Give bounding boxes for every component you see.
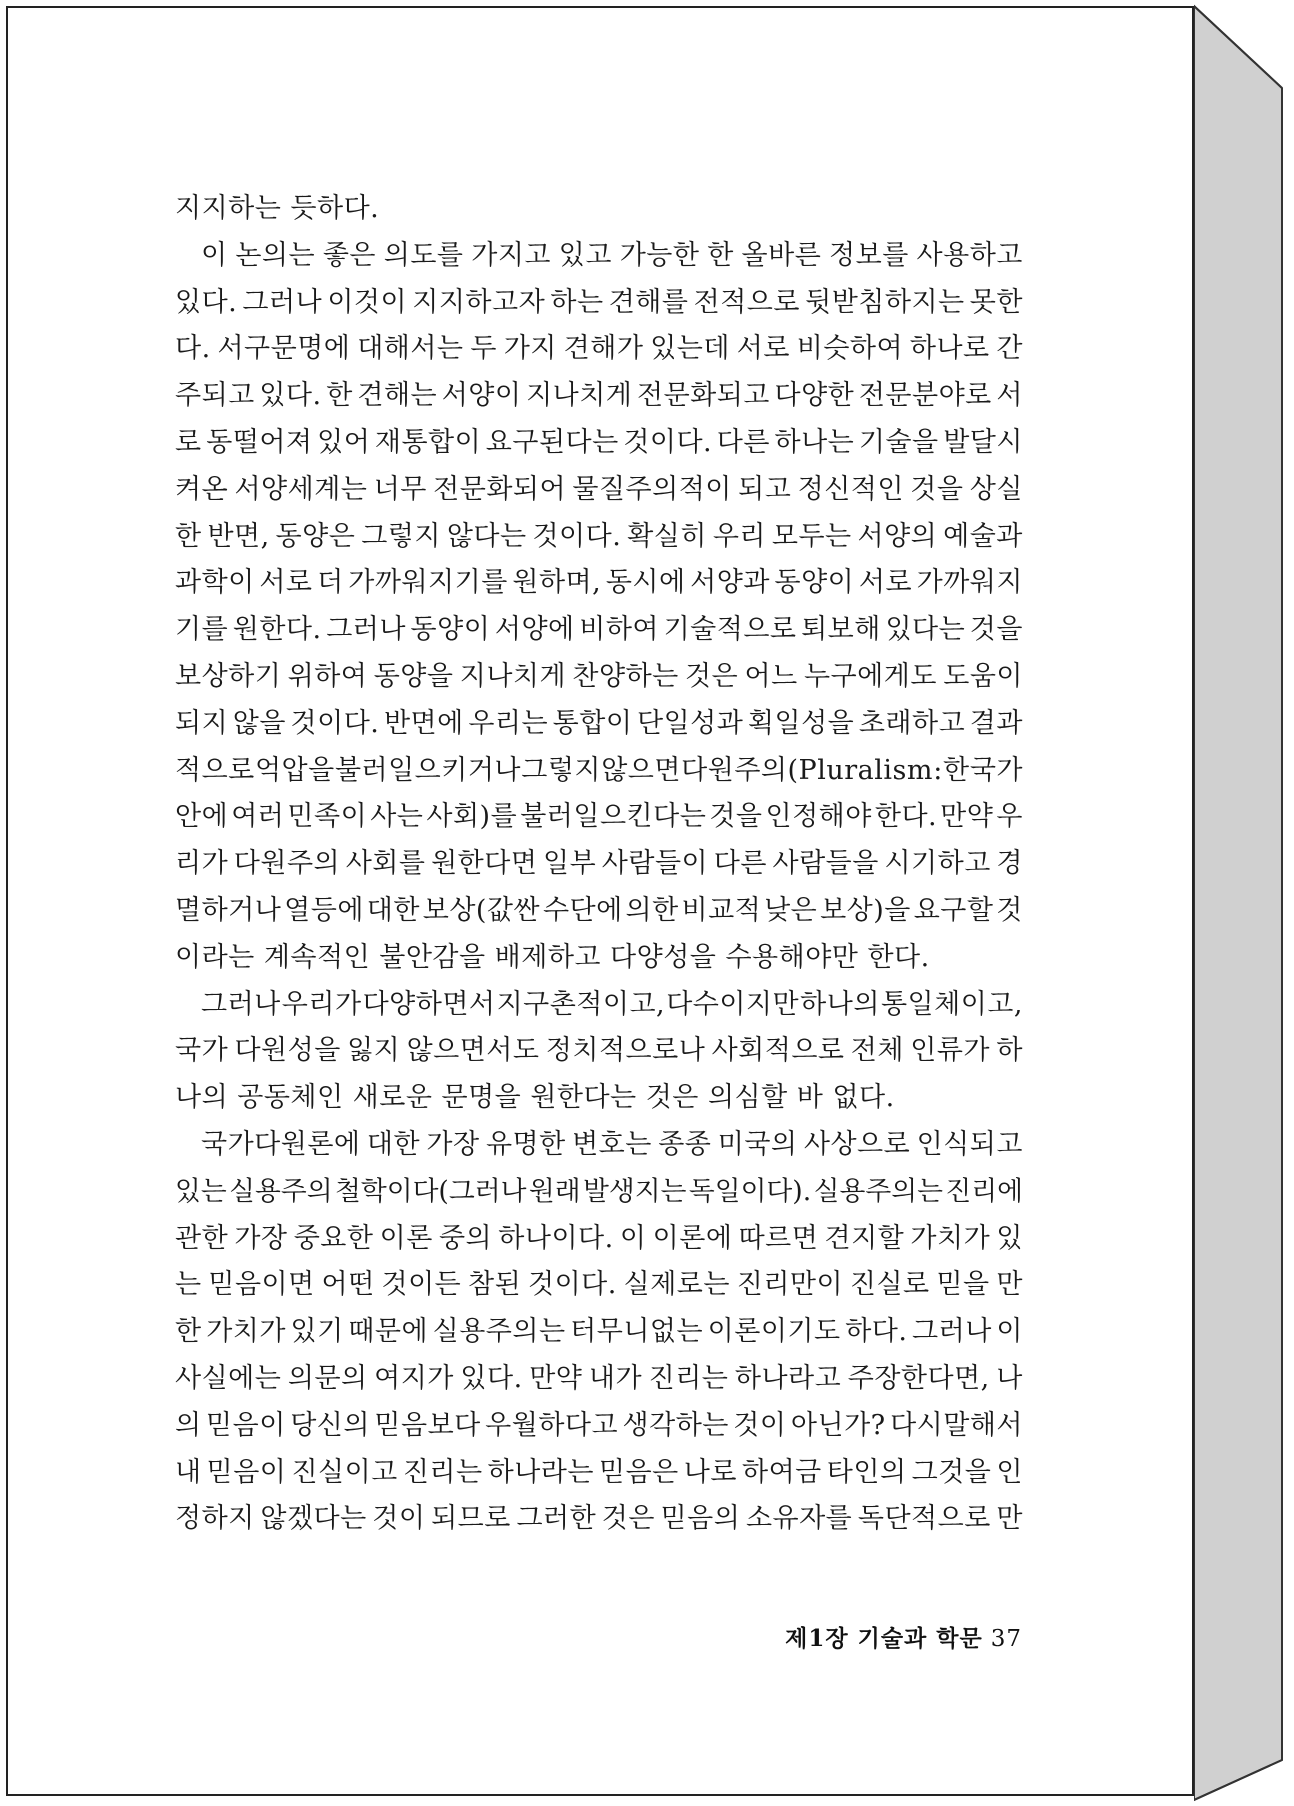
word: 사람들을 xyxy=(772,848,879,880)
word: 서구문명에 xyxy=(217,333,351,365)
word: 가능한 xyxy=(619,239,700,271)
word: 않을 xyxy=(232,707,286,739)
word: 철학이다(그러나 xyxy=(335,1175,527,1207)
word: 불러일으킨다는 xyxy=(520,801,707,833)
book-edge-shading xyxy=(1194,0,1294,1806)
word: 실용주의 xyxy=(229,1175,333,1207)
text-line xyxy=(175,233,1023,280)
word: 만약 xyxy=(940,801,994,833)
word: 적으로 xyxy=(175,754,255,786)
word: 독일이다). xyxy=(688,1175,812,1207)
word: 하나로 xyxy=(909,333,990,365)
text-line xyxy=(175,280,1023,327)
word: 의한 xyxy=(625,894,679,926)
word: 진리만이 xyxy=(736,1269,844,1301)
word: 것이다. xyxy=(532,520,622,552)
word: 의도를 xyxy=(383,239,464,271)
word: 한 xyxy=(326,380,353,412)
word: 가치가 xyxy=(206,1316,286,1348)
word: 진리에 xyxy=(945,1175,1023,1207)
text-line xyxy=(175,514,1023,561)
word: 한다. xyxy=(874,801,938,833)
word: 견해는 xyxy=(357,380,438,412)
word: 정신적인 xyxy=(797,473,904,505)
word: 서로 xyxy=(736,333,790,365)
text-line xyxy=(175,1216,1023,1263)
word: 한 xyxy=(175,520,202,552)
word: 것을 xyxy=(969,614,1023,646)
word: 그러나 xyxy=(326,614,406,646)
text-line xyxy=(175,1028,1023,1075)
word: 만 xyxy=(996,1269,1023,1301)
word: 전문화되고 xyxy=(636,380,770,412)
word: 지구촌적이고, xyxy=(496,988,666,1020)
word: 보상)을 xyxy=(820,894,911,926)
word: 다시말해서 xyxy=(890,1409,1023,1441)
word: 다. xyxy=(175,333,211,365)
word: 상실 xyxy=(969,473,1023,505)
word: 믿음보다 xyxy=(374,1409,481,1441)
word: 다원주의(Pluralism xyxy=(681,754,933,786)
text-line xyxy=(175,1262,1023,1309)
word: 인정해야 xyxy=(765,801,872,833)
word: 하다. xyxy=(845,1316,908,1348)
word: 소유자를 xyxy=(745,1503,853,1535)
word: 의 xyxy=(175,1409,202,1441)
word: 보상(값싼 xyxy=(422,894,541,926)
word: 서양과 xyxy=(690,567,770,599)
word: 안에 xyxy=(175,801,229,833)
word: 만약 xyxy=(529,1362,583,1394)
word: 발달시 xyxy=(943,426,1023,458)
word: 는 xyxy=(175,1269,202,1301)
word: 찬양하는 xyxy=(572,660,679,692)
word: 잃지 xyxy=(347,1035,401,1067)
word: 있다. xyxy=(175,286,238,318)
text-line xyxy=(175,560,1023,607)
text-line xyxy=(175,1403,1023,1450)
word: 시기하고 xyxy=(884,848,991,880)
word: 변호는 xyxy=(572,1128,652,1160)
word: 확실히 xyxy=(627,520,707,552)
word: 서로 xyxy=(858,567,913,599)
word: 억압을 xyxy=(254,754,335,786)
page-footer xyxy=(785,1620,1022,1653)
word: 믿음은 xyxy=(598,1456,679,1488)
word: 진리는 xyxy=(648,1362,729,1394)
word: 것 xyxy=(996,894,1023,926)
text-line xyxy=(175,701,1023,748)
text-line: 이라는 계속적인 불안감을 배제하고 다양성을 수용해야만 한다. xyxy=(175,941,930,973)
word: 중의 xyxy=(438,1222,493,1254)
word: 아닌가? xyxy=(790,1409,886,1441)
word: 내 xyxy=(175,1456,202,1488)
text-line xyxy=(175,982,1023,1029)
word: 관한 xyxy=(175,1222,229,1254)
word: 한 xyxy=(707,239,734,271)
word: 인 xyxy=(996,1456,1023,1488)
word: 미국의 xyxy=(717,1128,798,1160)
word: 따르면 xyxy=(738,1222,819,1254)
text-line xyxy=(175,748,1023,795)
word: 두 xyxy=(470,333,497,365)
word: 가까워지 xyxy=(916,567,1023,599)
word: 나 xyxy=(996,1362,1023,1394)
word: 예술과 xyxy=(943,520,1023,552)
word: 리가 xyxy=(175,848,229,880)
word: 가지고 xyxy=(471,239,552,271)
word: 우월하다고 xyxy=(485,1409,619,1441)
word: 의문의 xyxy=(287,1362,368,1394)
word: 원래 xyxy=(528,1175,581,1207)
word: 원한다. xyxy=(232,614,322,646)
word: 것은 xyxy=(685,660,739,692)
word: 도움이 xyxy=(943,660,1023,692)
word: 결과 xyxy=(969,707,1023,739)
text-line xyxy=(175,654,1023,701)
word: 전체 xyxy=(850,1035,904,1067)
word: 것이다. xyxy=(623,426,713,458)
word: 것이다. xyxy=(528,1269,617,1301)
word: 요구된다는 xyxy=(485,426,619,458)
word: 것을 xyxy=(709,801,763,833)
word: 전문분야로 xyxy=(858,380,992,412)
word: 있다는 xyxy=(885,614,966,646)
text-line xyxy=(175,888,1023,935)
word: 사회를 xyxy=(345,848,426,880)
word: 반면에 xyxy=(383,707,464,739)
word: 멸하거나 xyxy=(175,894,282,926)
text-line xyxy=(175,420,1023,467)
word: 믿음이 xyxy=(206,1456,287,1488)
word: 위하여 xyxy=(287,660,368,692)
word: 가지 xyxy=(503,333,557,365)
word: 비하여 xyxy=(579,614,659,646)
word: 우리가 xyxy=(281,988,362,1020)
word: 있어 xyxy=(317,426,371,458)
word: 한 xyxy=(943,754,970,786)
word: 다양하면서 xyxy=(362,988,496,1020)
chapter-title: 제1장 기술과 학문 xyxy=(785,1625,983,1652)
word: 서로 xyxy=(259,567,313,599)
text-line xyxy=(175,1169,1023,1216)
word: 믿음의 xyxy=(660,1503,741,1535)
word: 되므로 xyxy=(431,1503,511,1535)
word: 통일체이고, xyxy=(880,988,1023,1020)
word: 믿음이 xyxy=(206,1409,286,1441)
word: 불러일으키거나 xyxy=(334,754,522,786)
word: 하나라는 xyxy=(487,1456,594,1488)
word: 가장 xyxy=(426,1128,480,1160)
word: 기술적으로 xyxy=(663,614,797,646)
word: 중요한 xyxy=(293,1222,374,1254)
word: 실용주의는 xyxy=(813,1175,943,1207)
word: 인류가 xyxy=(910,1035,991,1067)
word: 것이 xyxy=(372,1503,426,1535)
word: 전문화되어 xyxy=(433,473,567,505)
word: 대해서는 xyxy=(357,333,464,365)
word: 수단에 xyxy=(542,894,623,926)
word: 이 xyxy=(996,1316,1023,1348)
word: 논의는 xyxy=(235,239,316,271)
word: 다른 xyxy=(716,426,770,458)
word: 간 xyxy=(996,333,1023,365)
word: 않으면 xyxy=(601,754,681,786)
word: 초래하고 xyxy=(858,707,966,739)
word: 하나이다. xyxy=(498,1222,614,1254)
word: 있 xyxy=(996,1222,1023,1254)
word: 요구할 xyxy=(913,894,994,926)
word: 견해가 xyxy=(563,333,644,365)
word: 것이 xyxy=(733,1409,787,1441)
word: 기를 xyxy=(175,614,229,646)
word: 진리는 xyxy=(402,1456,483,1488)
word: 우리 xyxy=(712,520,766,552)
text-line xyxy=(175,1450,1023,1497)
word: 대한 xyxy=(366,894,420,926)
word: 통합이 xyxy=(552,707,633,739)
page-number: 37 xyxy=(990,1626,1022,1652)
word: 원한다면 xyxy=(431,848,538,880)
word: 그러한 xyxy=(516,1503,597,1535)
word: 하여금 xyxy=(742,1456,822,1488)
text-line xyxy=(175,467,1023,514)
word: 서양에 xyxy=(494,614,575,646)
word: 서양의 xyxy=(857,520,938,552)
word: 실제로는 xyxy=(623,1269,730,1301)
word: 있다. xyxy=(460,1362,523,1394)
word: 좋은 xyxy=(322,239,377,271)
word: 생각하는 xyxy=(622,1409,729,1441)
word: 이 xyxy=(619,1222,647,1254)
word: 동양은 xyxy=(275,520,356,552)
word: 물질주의적이 xyxy=(572,473,732,505)
word: 동시에 xyxy=(605,567,686,599)
word: 실용주의는 xyxy=(432,1316,566,1348)
word: 낮은 xyxy=(764,894,818,926)
text-line: 지지하는 듯하다. xyxy=(175,193,380,224)
word: 이것이 xyxy=(327,286,408,318)
word: 사용하고 xyxy=(916,239,1023,271)
word: 동양이 xyxy=(774,567,855,599)
word: 더 xyxy=(317,567,344,599)
word: 당신의 xyxy=(290,1409,370,1441)
word: 퇴보해 xyxy=(801,614,881,646)
word: 비슷하여 xyxy=(796,333,904,365)
word: 하나라고 xyxy=(734,1362,842,1394)
word: : xyxy=(933,754,943,786)
word: 일부 xyxy=(543,848,597,880)
body-text xyxy=(175,186,1023,1543)
word: 정치적으로나 xyxy=(545,1035,706,1067)
word: 사실에는 xyxy=(175,1362,282,1394)
word: 유명한 xyxy=(485,1128,566,1160)
word: 사람들이 xyxy=(601,848,709,880)
word: 정하지 xyxy=(175,1503,255,1535)
word: 여러 xyxy=(231,801,285,833)
word: 가치가 xyxy=(910,1222,991,1254)
word: 가까워지기를 xyxy=(348,567,508,599)
word: 그러나 xyxy=(201,988,281,1020)
word: 국가다원론에 xyxy=(201,1128,361,1160)
word: 지나치게 xyxy=(526,380,633,412)
word: 지지하고자 xyxy=(412,286,546,318)
word: 있는 xyxy=(175,1175,227,1207)
word: 나로 xyxy=(683,1456,737,1488)
word: 있고 xyxy=(558,239,612,271)
word: 가장 xyxy=(234,1222,288,1254)
text-line xyxy=(175,1356,1023,1403)
word: 서양세계는 xyxy=(234,473,368,505)
word: 서양이 xyxy=(441,380,522,412)
word: 뒷받침하지는 xyxy=(805,286,965,318)
word: 견지할 xyxy=(824,1222,905,1254)
text-line xyxy=(175,373,1023,420)
word: 참된 xyxy=(468,1269,522,1301)
word: 열등에 xyxy=(284,894,364,926)
word: 믿을 xyxy=(936,1269,990,1301)
text-line xyxy=(175,326,1023,373)
word: 주장한다면, xyxy=(847,1362,990,1394)
text-line xyxy=(175,1122,1023,1169)
word: 민족이 xyxy=(287,801,368,833)
word: 않으면서도 xyxy=(406,1035,540,1067)
word: 이론 xyxy=(379,1222,433,1254)
word: 경 xyxy=(996,848,1023,880)
text-line xyxy=(175,1496,1023,1543)
word: 정보를 xyxy=(829,239,909,271)
word: 켜온 xyxy=(175,473,229,505)
word: 이론에 xyxy=(652,1222,733,1254)
word: 단일성과 xyxy=(637,707,744,739)
word: 견해를 xyxy=(608,286,689,318)
word: 타인의 xyxy=(826,1456,907,1488)
text-line xyxy=(175,1309,1023,1356)
word: 터무니없는 xyxy=(570,1316,704,1348)
word: 다양한 xyxy=(774,380,855,412)
word: 국가 xyxy=(969,754,1023,786)
word: 그렇지 xyxy=(361,520,441,552)
word: 획일성을 xyxy=(747,707,855,739)
word: 기술을 xyxy=(858,426,939,458)
word: 발생지는 xyxy=(583,1175,687,1207)
word: 그렇지 xyxy=(521,754,601,786)
word: 있기 xyxy=(290,1316,344,1348)
word: 이론이기도 xyxy=(707,1316,841,1348)
word: 다원성을 xyxy=(234,1035,341,1067)
word: 종종 xyxy=(658,1128,712,1160)
word: 있다. xyxy=(259,380,322,412)
word: 사상으로 xyxy=(803,1128,911,1160)
word: 로 xyxy=(175,426,202,458)
word: 주되고 xyxy=(175,380,255,412)
word: 비교적 xyxy=(681,894,762,926)
word: 하 xyxy=(996,1035,1023,1067)
text-line xyxy=(175,607,1023,654)
word: 너무 xyxy=(373,473,427,505)
word: 국가 xyxy=(175,1035,229,1067)
word: 믿음이면 xyxy=(208,1269,315,1301)
word: 어떤 xyxy=(321,1269,375,1301)
word: 않겠다는 xyxy=(260,1503,367,1535)
text-line xyxy=(175,841,1023,888)
word: 동양을 xyxy=(373,660,454,692)
word: 동양이 xyxy=(410,614,491,646)
word: 다른 xyxy=(713,848,767,880)
word: 어느 xyxy=(744,660,798,692)
word: 것이든 xyxy=(381,1269,462,1301)
word: 과학이 xyxy=(175,567,255,599)
word: 것을 xyxy=(910,473,964,505)
word: 전적으로 xyxy=(693,286,800,318)
word: 하는 xyxy=(550,286,604,318)
word: 인식되고 xyxy=(916,1128,1023,1160)
word: 우 xyxy=(996,801,1023,833)
word: 반면, xyxy=(207,520,270,552)
word: 이 xyxy=(201,239,228,271)
word: 것은 xyxy=(601,1503,655,1535)
word: 진실로 xyxy=(849,1269,930,1301)
word: 사회적으로 xyxy=(711,1035,845,1067)
word: 동떨어져 xyxy=(206,426,313,458)
word: 독단적으로 xyxy=(857,1503,991,1535)
word: 그러나 xyxy=(242,286,323,318)
word: 그러나 xyxy=(912,1316,992,1348)
word: 되지 xyxy=(175,707,229,739)
word: 여지가 xyxy=(374,1362,454,1394)
word: 하나의 xyxy=(800,988,880,1020)
word: 내가 xyxy=(588,1362,643,1394)
word: 되고 xyxy=(738,473,792,505)
word: 누구에게도 xyxy=(804,660,937,692)
word: 다수이지만 xyxy=(666,988,800,1020)
word: 것이다. xyxy=(290,707,380,739)
word: 하나는 xyxy=(774,426,855,458)
word: 다원주의 xyxy=(233,848,341,880)
word: 못한 xyxy=(969,286,1023,318)
word: 지나치게 xyxy=(459,660,567,692)
word: 보상하기 xyxy=(175,660,282,692)
word: 때문에 xyxy=(348,1316,429,1348)
word: 원하며, xyxy=(512,567,602,599)
text-line: 나의 공동체인 새로운 문명을 원한다는 것은 의심할 바 없다. xyxy=(175,1082,895,1114)
word: 만 xyxy=(996,1503,1023,1535)
word: 대한 xyxy=(366,1128,421,1160)
word: 있는데 xyxy=(650,333,730,365)
word: 올바른 xyxy=(741,239,822,271)
word: 우리는 xyxy=(468,707,549,739)
text-line xyxy=(175,794,1023,841)
word: 사는 xyxy=(370,801,424,833)
word: 서 xyxy=(996,380,1023,412)
word: 않다는 xyxy=(446,520,527,552)
word: 재통합이 xyxy=(374,426,482,458)
word: 모두는 xyxy=(771,520,852,552)
word: 사회)를 xyxy=(426,801,518,833)
word: 한 xyxy=(175,1316,202,1348)
word: 그것을 xyxy=(911,1456,992,1488)
word: 진실이고 xyxy=(291,1456,398,1488)
